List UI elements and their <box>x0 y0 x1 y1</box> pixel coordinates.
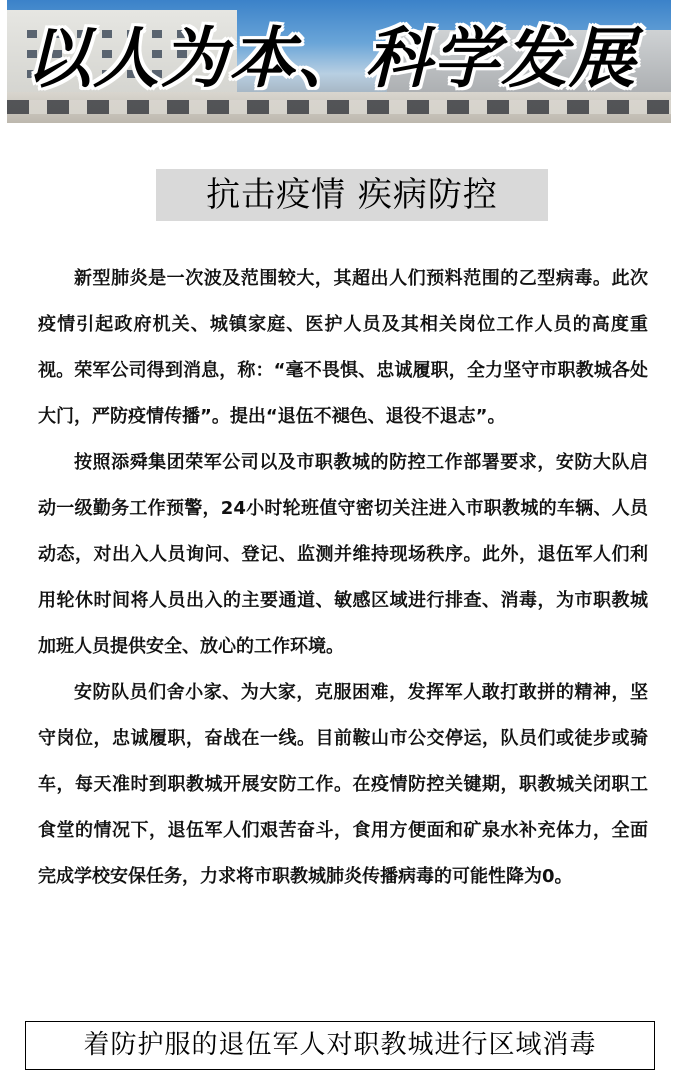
article-paragraph: 安防队员们舍小家、为大家，克服困难，发挥军人敢打敢拼的精神，坚守岗位，忠诚履职，奋战在一线。目前鞍山市公交停运，队员们或徒步或骑车，每天准时到职教城开展安防工作。在疫情防控关键期，职教城关闭职工食堂的情况下，退伍军人们艰苦奋斗，食用方便面和矿泉水补充体力，全面完成学校安保任务，力求将市职教城肺炎传播病毒的可能性降为0。 <box>38 682 648 887</box>
article-paragraph: 按照添舜集团荣军公司以及市职教城的防控工作部署要求，安防大队启动一级勤务工作预警，24小时轮班值守密切关注进入市职教城的车辆、人员动态，对出入人员询问、登记、监测并维持现场秩序。此外，退伍军人们利用轮休时间将人员出入的主要通道、敏感区域进行排查、消毒，为市职教城加班人员提供安全、放心的工作环境。 <box>38 452 648 657</box>
photo-caption: 着防护服的退伍军人对职教城进行区域消毒 <box>25 1021 655 1070</box>
article-paragraph: 新型肺炎是一次波及范围较大，其超出人们预料范围的乙型病毒。此次疫情引起政府机关、城镇家庭、医护人员及其相关岗位工作人员的高度重视。荣军公司得到消息，称：“毫不畏惧、忠诚履职，全力坚守市职教城各处大门，严防疫情传播”。提出“退伍不褪色、退役不退志”。 <box>38 268 648 427</box>
header-banner <box>7 0 671 123</box>
banner-ground-windows <box>7 100 671 114</box>
banner-title: 以人为本、科学发展 <box>25 19 637 97</box>
article-body <box>38 256 648 900</box>
section-heading: 抗击疫情 疾病防控 <box>156 169 548 221</box>
